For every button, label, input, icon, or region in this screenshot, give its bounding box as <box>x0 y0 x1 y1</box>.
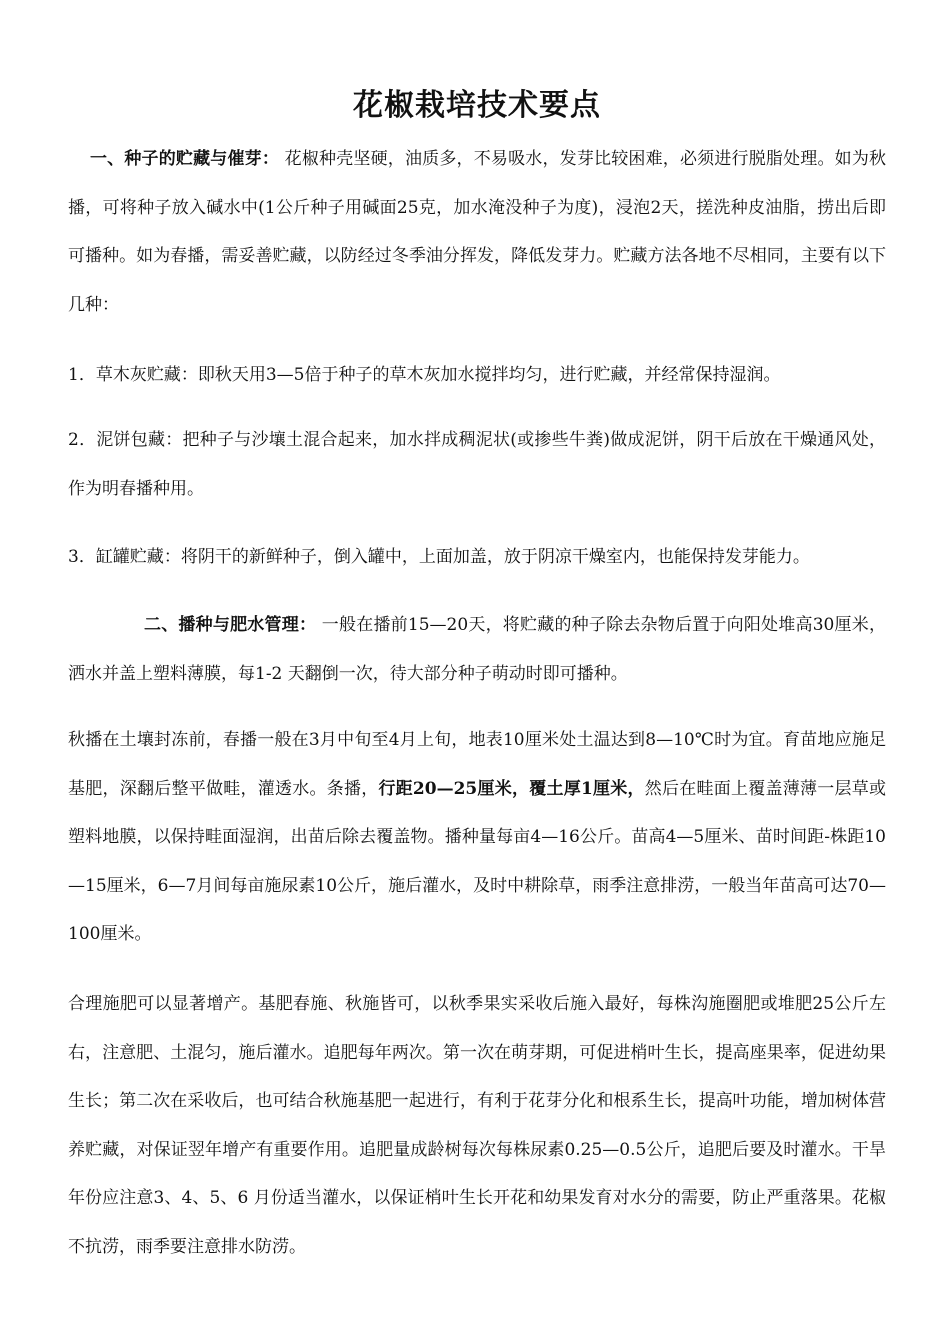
fertilizer-paragraph: 合理施肥可以显著增产。基肥春施、秋施皆可，以秋季果实采收后施入最好，每株沟施圈肥或堆肥25公斤左右，注意肥、土混匀，施后灌水。追肥每年两次。第一次在萌芽期，可促进梢叶生长，提高座果率，促进幼果生长；第二次在采收后，也可结合秋施基肥一起进行，有利于花芽分化和根系生长，提高叶功能，增加树体营养贮藏，对保证翌年增产有重要作用。追肥量成龄树每次每株尿素0.25—0.5公斤，追肥后要及时灌水。干旱年份应注意3、4、5、6 月份适当灌水，以保证梢叶生长开花和幼果发育对水分的需要，防止严重落果。花椒不抗涝，雨季要注意排水防涝。 <box>68 994 886 1257</box>
sowing-text-after: 然后在畦面上覆盖薄薄一层草或塑料地膜，以保持畦面湿润，出苗后除去覆盖物。播种量每亩4—16公斤。苗高4—5厘米、苗时间距-株距10—15厘米，6—7月间每亩施尿素10公斤，施后灌水，及时中耕除草，雨季注意排涝，一般当年苗高可达70—100厘米。 <box>68 778 887 944</box>
sowing-paragraph <box>68 716 886 959</box>
storage-method-3: 3．缸罐贮藏：将阴干的新鲜种子，倒入罐中，上面加盖，放于阴凉干燥室内，也能保持发芽能力。 <box>68 547 810 567</box>
section2-heading: 二、播种与肥水管理： <box>144 615 317 635</box>
section1-heading: 一、种子的贮藏与催芽： <box>90 149 280 169</box>
section1-text: 花椒种壳坚硬，油质多，不易吸水，发芽比较困难，必须进行脱脂处理。如为秋播，可将种子放入碱水中(1公斤种子用碱面25克，加水淹没种子为度)，浸泡2天，搓洗种皮油脂，捞出后即可播种。如为春播，需妥善贮藏，以防经过冬季油分挥发，降低发芽力。贮藏方法各地不尽相同，主要有以下几种： <box>68 149 887 315</box>
storage-method-2: 2．泥饼包藏：把种子与沙壤土混合起来，加水拌成稠泥状(或掺些牛粪)做成泥饼，阴干后放在干燥通风处，作为明春播种用。 <box>68 430 886 499</box>
section2-text: 一般在播前15—20天，将贮藏的种子除去杂物后置于向阳处堆高30厘米，洒水并盖上塑料薄膜，每1-2 天翻倒一次，待大部分种子萌动时即可播种。 <box>68 615 886 684</box>
section2-paragraph <box>68 601 886 698</box>
sowing-text-bold: 行距20—25厘米，覆土厚1厘米， <box>378 778 645 799</box>
sowing-text-before: 秋播在土壤封冻前，春播一般在3月中旬至4月上旬，地表10厘米处土温达到8—10℃时为宜。育苗地应施足基肥，深翻后整平做畦，灌透水。条播， <box>68 730 886 799</box>
storage-method-1: 1．草木灰贮藏：即秋天用3—5倍于种子的草木灰加水搅拌均匀，进行贮藏，并经常保持湿润。 <box>68 365 781 385</box>
section1-paragraph <box>68 135 886 329</box>
document-title: 花椒栽培技术要点 <box>353 88 601 123</box>
